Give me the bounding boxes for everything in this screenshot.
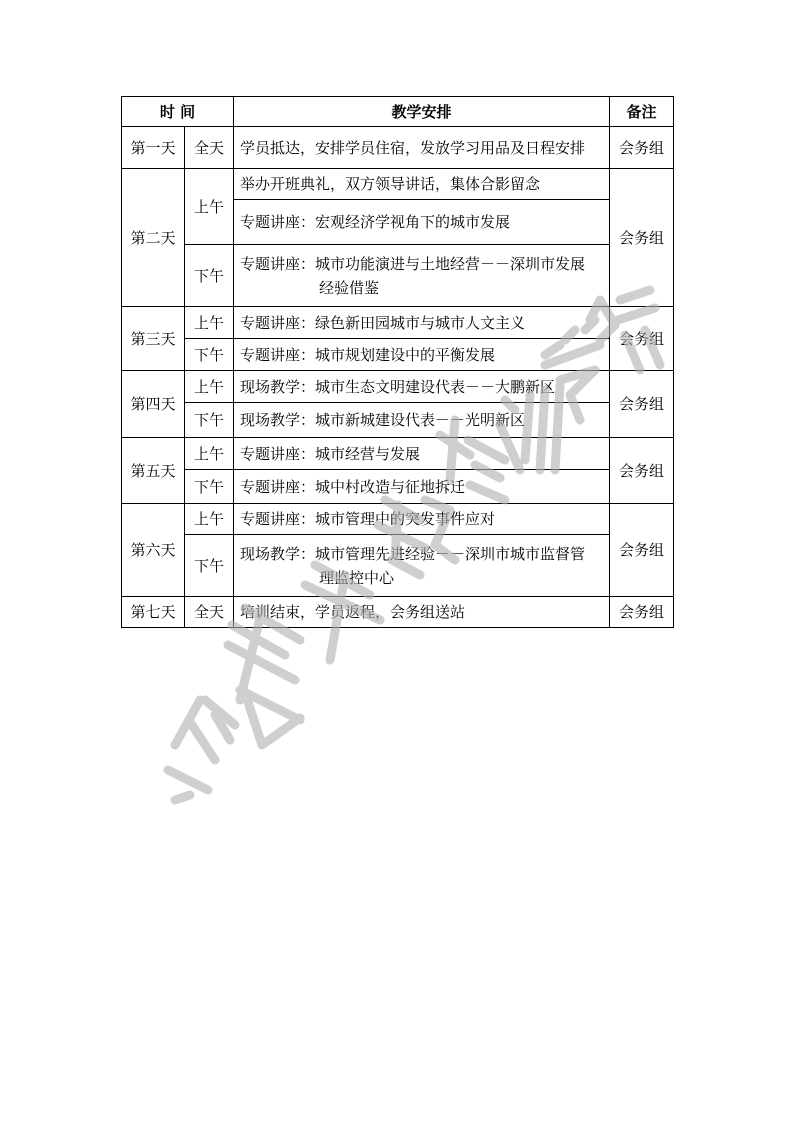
remark-cell: 会务组: [610, 438, 674, 504]
day-label: 第三天: [122, 307, 185, 371]
schedule-content: 专题讲座：绿色新田园城市与城市人文主义: [234, 307, 610, 339]
day-label: 第二天: [122, 169, 185, 307]
content-line: 经验借鉴: [319, 278, 380, 297]
period-label: 下午: [185, 245, 234, 307]
schedule-content: 专题讲座：城中村改造与征地拆迁: [234, 470, 610, 504]
table-row: [122, 597, 674, 628]
table-row: [122, 371, 674, 403]
period-label: 上午: [185, 307, 234, 339]
remark-cell: 会务组: [610, 307, 674, 371]
table-row: [122, 403, 674, 438]
table-row: [122, 127, 674, 169]
period-label: 下午: [185, 535, 234, 597]
period-label: 全天: [185, 597, 234, 628]
day-label: 第四天: [122, 371, 185, 438]
schedule-content: 专题讲座：宏观经济学视角下的城市发展: [234, 200, 610, 245]
period-label: 下午: [185, 339, 234, 371]
period-label: 上午: [185, 504, 234, 535]
schedule-content: 举办开班典礼，双方领导讲话，集体合影留念: [234, 169, 610, 200]
table-header-row: [122, 97, 674, 127]
table-row: [122, 438, 674, 470]
content-line: 理监控中心: [319, 568, 395, 587]
table-row: [122, 169, 674, 200]
content-line: 专题讲座：城市功能演进与土地经营－－深圳市发展: [240, 254, 586, 273]
remark-cell: 会务组: [610, 169, 674, 307]
table-row: [122, 339, 674, 371]
schedule-content: [234, 535, 610, 597]
header-time: 时 间: [122, 97, 234, 127]
day-label: 第七天: [122, 597, 185, 628]
schedule-table: [121, 96, 674, 628]
day-label: 第五天: [122, 438, 185, 504]
period-label: 上午: [185, 169, 234, 245]
header-remark: 备注: [610, 97, 674, 127]
schedule-content: 现场教学：城市生态文明建设代表－－大鹏新区: [234, 371, 610, 403]
header-arrangement: 教学安排: [234, 97, 610, 127]
schedule-content: [234, 245, 610, 307]
remark-cell: 会务组: [610, 504, 674, 597]
schedule-content: 现场教学：城市新城建设代表－－光明新区: [234, 403, 610, 438]
schedule-content: 专题讲座：城市管理中的突发事件应对: [234, 504, 610, 535]
day-label: 第六天: [122, 504, 185, 597]
remark-cell: 会务组: [610, 597, 674, 628]
table-row: [122, 504, 674, 535]
schedule-content: 培训结束，学员返程，会务组送站: [234, 597, 610, 628]
table-row: [122, 245, 674, 307]
period-label: 下午: [185, 470, 234, 504]
period-label: 上午: [185, 438, 234, 470]
day-label: 第一天: [122, 127, 185, 169]
table-row: [122, 307, 674, 339]
remark-cell: 会务组: [610, 127, 674, 169]
table-row: [122, 535, 674, 597]
content-line: 现场教学：城市管理先进经验－－深圳市城市监督管: [240, 544, 586, 563]
period-label: 下午: [185, 403, 234, 438]
schedule-content: 学员抵达，安排学员住宿，发放学习用品及日程安排: [234, 127, 610, 169]
remark-cell: 会务组: [610, 371, 674, 438]
period-label: 上午: [185, 371, 234, 403]
schedule-content: 专题讲座：城市规划建设中的平衡发展: [234, 339, 610, 371]
table-row: [122, 470, 674, 504]
schedule-content: 专题讲座：城市经营与发展: [234, 438, 610, 470]
period-label: 全天: [185, 127, 234, 169]
